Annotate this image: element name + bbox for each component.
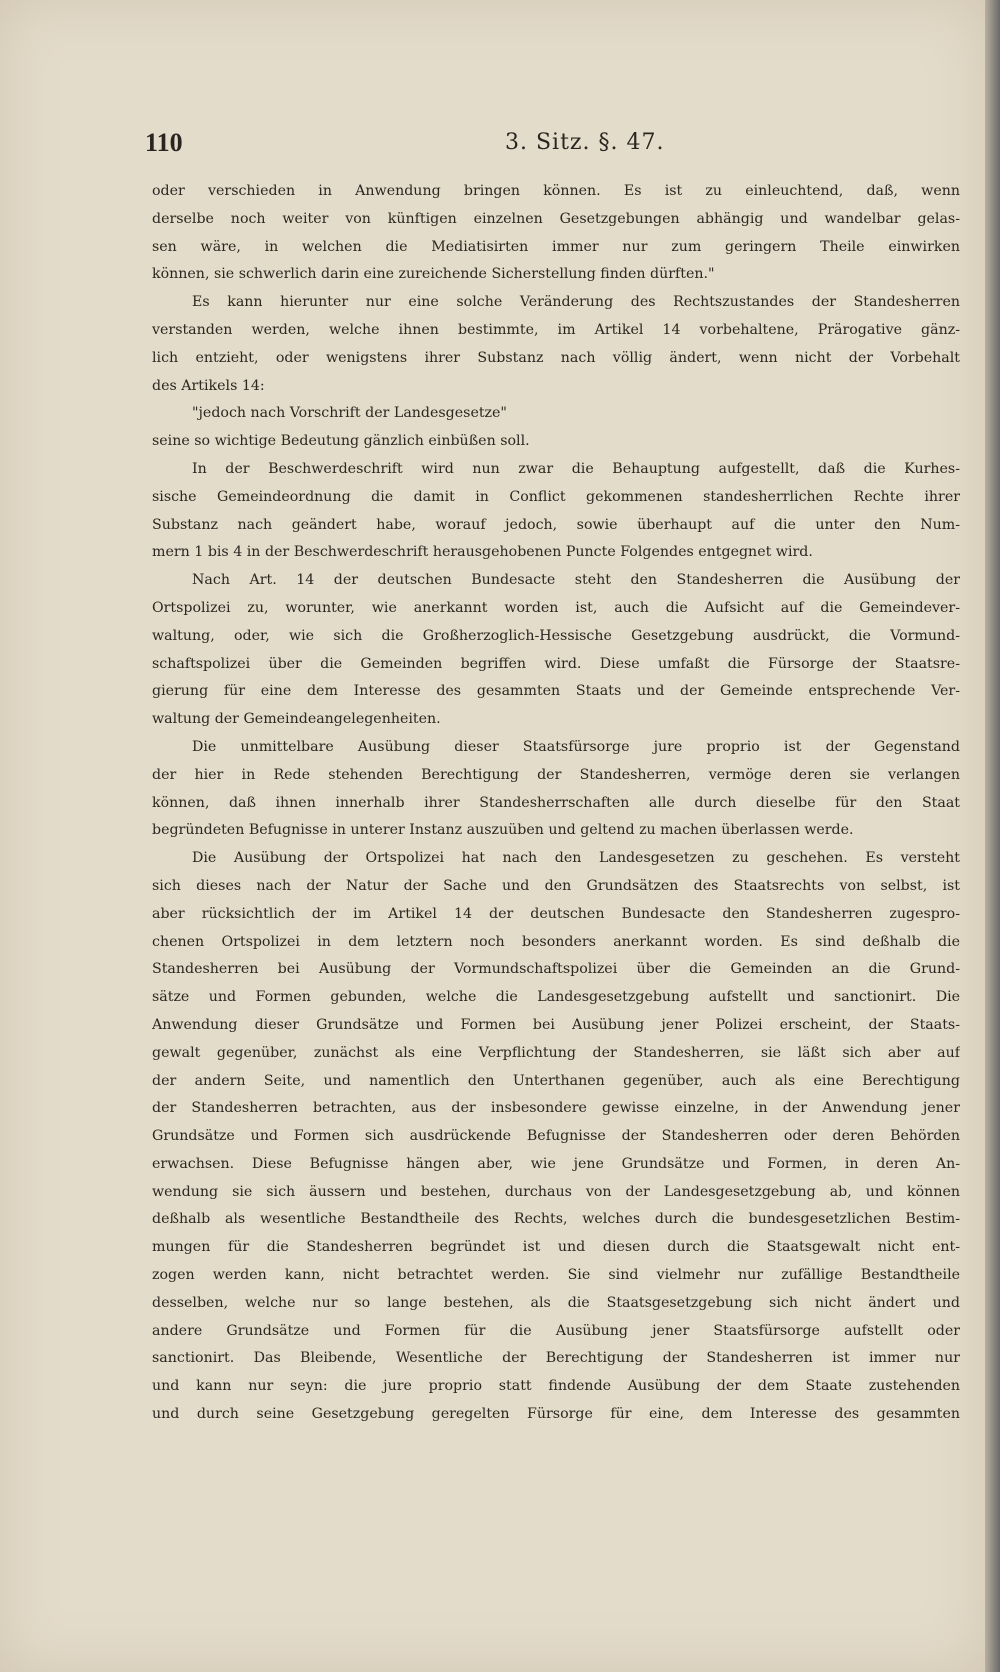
text-line: mern 1 bis 4 in der Beschwerdeschrift herausgehobenen Puncte Folgendes entgegnet wird. xyxy=(152,544,813,561)
text-line: deßhalb als wesentliche Bestandtheile des Rechts, welches durch die bundesgesetzlichen Bestim- xyxy=(152,1211,960,1228)
text-line: Es kann hierunter nur eine solche Veränderung des Rechtszustandes der Standesherren xyxy=(192,294,960,311)
text-line: Die Ausübung der Ortspolizei hat nach den Landesgesetzen zu geschehen. Es versteht xyxy=(192,850,960,867)
text-line: erwachsen. Diese Befugnisse hängen aber, wie jene Grundsätze und Formen, in deren An- xyxy=(152,1155,960,1172)
text-line: waltung der Gemeindeangelegenheiten. xyxy=(152,711,441,728)
text-line: lich entzieht, oder wenigstens ihrer Substanz nach völlig ändert, wenn nicht der Vorbehalt xyxy=(152,349,960,366)
text-line: sanctionirt. Das Bleibende, Wesentliche der Berechtigung der Standesherren ist immer nur xyxy=(152,1350,960,1367)
text-line: können, daß ihnen innerhalb ihrer Standesherrschaften alle durch dieselbe für den Staat xyxy=(152,794,960,811)
text-line: und durch seine Gesetzgebung geregelten Fürsorge für eine, dem Interesse des gesammten xyxy=(152,1406,960,1423)
text-line: Grundsätze und Formen sich ausdrückende Befugnisse der Standesherren oder deren Behörden xyxy=(152,1128,960,1145)
text-line: sätze und Formen gebunden, welche die Landesgesetzgebung aufstellt und sanctionirt. Die xyxy=(152,989,960,1006)
text-line: begründeten Befugnisse in unterer Instanz auszuüben und geltend zu machen überlassen werde. xyxy=(152,822,854,839)
text-line: sen wäre, in welchen die Mediatisirten immer nur zum geringern Theile einwirken xyxy=(152,238,960,255)
text-line: schaftspolizei über die Gemeinden begriffen wird. Diese umfaßt die Fürsorge der Staatsre- xyxy=(152,655,960,672)
text-line: mungen für die Standesherren begründet ist und diesen durch die Staatsgewalt nicht ent- xyxy=(152,1239,960,1256)
text-line: gierung für eine dem Interesse des gesammten Staats und der Gemeinde entsprechende Ver- xyxy=(152,683,960,700)
text-line: In der Beschwerdeschrift wird nun zwar die Behauptung aufgestellt, daß die Kurhes- xyxy=(192,460,960,477)
text-line: waltung, oder, wie sich die Großherzoglich-Hessische Gesetzgebung ausdrückt, die Vormund- xyxy=(152,627,960,644)
text-line: seine so wichtige Bedeutung gänzlich einbüßen soll. xyxy=(152,433,530,450)
page-edge xyxy=(985,0,1000,1672)
text-line: Die unmittelbare Ausübung dieser Staatsfürsorge jure proprio ist der Gegenstand xyxy=(192,738,960,755)
text-line: des Artikels 14: xyxy=(152,377,265,394)
text-line: Substanz nach geändert habe, worauf jedoch, sowie überhaupt auf die unter den Num- xyxy=(152,516,960,533)
text-line: der Standesherren betrachten, aus der insbesondere gewisse einzelne, in der Anwendung jener xyxy=(152,1100,960,1117)
running-head: 3. Sitz. §. 47. xyxy=(505,130,665,155)
text-line: verstanden werden, welche ihnen bestimmte, im Artikel 14 vorbehaltene, Prärogative gänz- xyxy=(152,321,960,338)
text-line: "jedoch nach Vorschrift der Landesgesetze" xyxy=(192,405,507,422)
text-line: desselben, welche nur so lange bestehen, als die Staatsgesetzgebung sich nicht ändert und xyxy=(152,1294,960,1311)
text-line: derselbe noch weiter von künftigen einzelnen Gesetzgebungen abhängig und wandelbar gelas- xyxy=(152,210,960,227)
text-line: aber rücksichtlich der im Artikel 14 der deutschen Bundesacte den Standesherren zugespro- xyxy=(152,905,960,922)
text-line: sich dieses nach der Natur der Sache und den Grundsätzen des Staatsrechts von selbst, ist xyxy=(152,877,960,894)
text-line: andere Grundsätze und Formen für die Ausübung jener Staatsfürsorge aufstellt oder xyxy=(152,1322,960,1339)
text-line: Ortspolizei zu, worunter, wie anerkannt worden ist, auch die Aufsicht auf die Gemeindever- xyxy=(152,599,960,616)
text-line: der andern Seite, und namentlich den Unterthanen gegenüber, auch als eine Berechtigung xyxy=(152,1072,960,1089)
text-line: können, sie schwerlich darin eine zureichende Sicherstellung finden dürften." xyxy=(152,266,715,283)
text-line: und kann nur seyn: die jure proprio statt findende Ausübung der dem Staate zustehenden xyxy=(152,1378,960,1395)
text-line: wendung sie sich äussern und bestehen, durchaus von der Landesgesetzgebung ab, und können xyxy=(152,1183,960,1200)
text-line: chenen Ortspolizei in dem letztern noch besonders anerkannt worden. Es sind deßhalb die xyxy=(152,933,960,950)
text-line: der hier in Rede stehenden Berechtigung der Standesherren, vermöge deren sie verlangen xyxy=(152,766,960,783)
text-line: gewalt gegenüber, zunächst als eine Verpflichtung der Standesherren, sie läßt sich aber auf xyxy=(152,1044,960,1061)
page-header xyxy=(145,128,855,162)
text-line: zogen werden kann, nicht betrachtet werden. Sie sind vielmehr nur zufällige Bestandtheile xyxy=(152,1267,960,1284)
page-number: 110 xyxy=(145,128,183,157)
body-text xyxy=(152,178,960,1429)
text-line: Anwendung dieser Grundsätze und Formen bei Ausübung jener Polizei erscheint, der Staats- xyxy=(152,1016,960,1033)
text-line: oder verschieden in Anwendung bringen können. Es ist zu einleuchtend, daß, wenn xyxy=(152,183,960,199)
text-line: Standesherren bei Ausübung der Vormundschaftspolizei über die Gemeinden an die Grund- xyxy=(152,961,960,978)
text-line: Nach Art. 14 der deutschen Bundesacte steht den Standesherren die Ausübung der xyxy=(192,572,960,589)
text-line: sische Gemeindeordnung die damit in Conflict gekommenen standesherrlichen Rechte ihrer xyxy=(152,488,960,505)
